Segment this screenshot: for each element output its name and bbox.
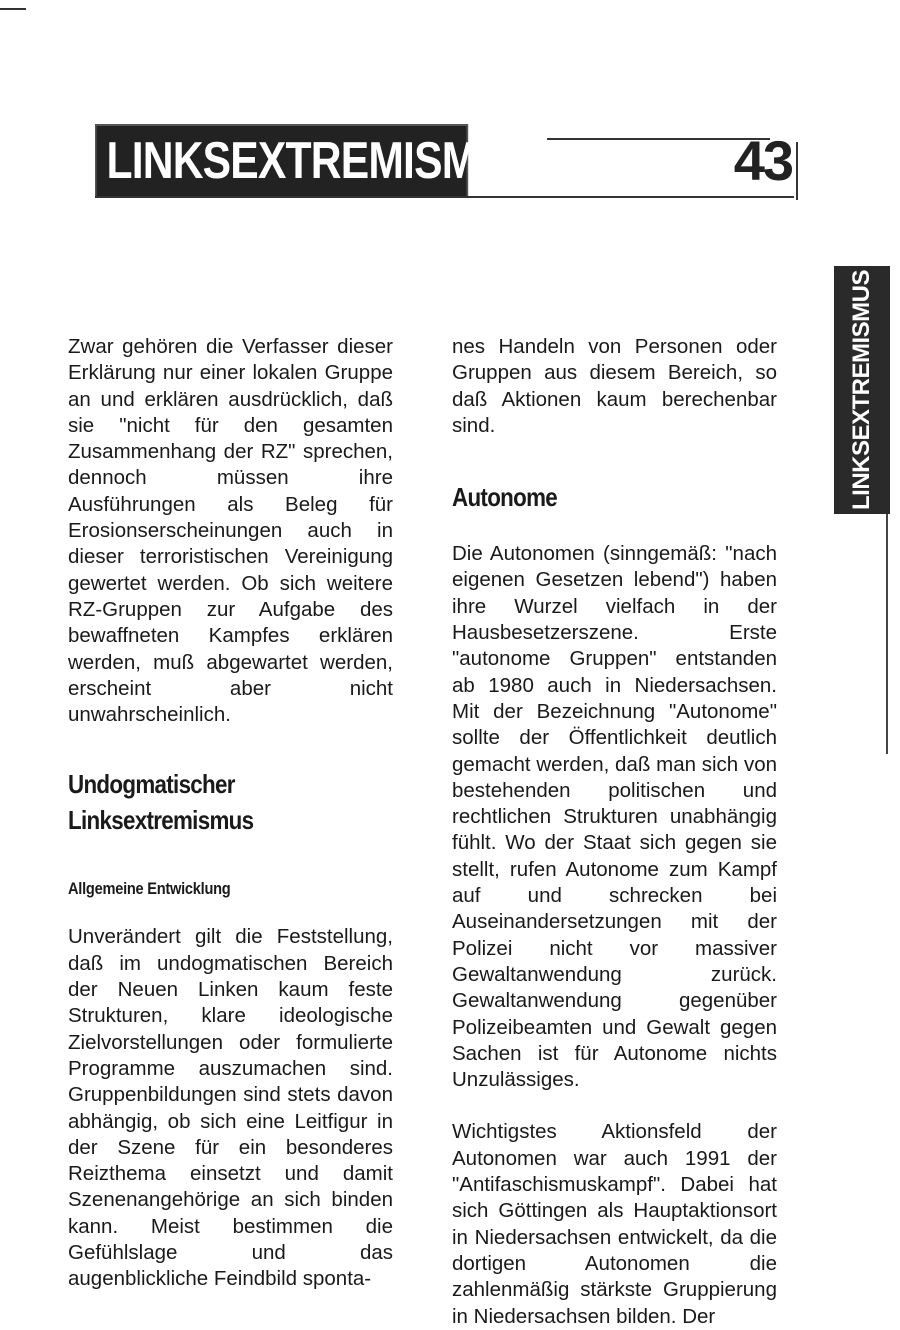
crop-mark [0, 8, 26, 10]
side-tab-label: LINKSEXTREMISMUS [848, 269, 875, 511]
side-section-tab [834, 266, 890, 514]
continuation-paragraph: nes Handeln von Personen oder Gruppen aus diesem Bereich, so daß Aktionen kaum berechenbar sind. [452, 335, 777, 437]
section-heading-autonome: Autonome [452, 482, 558, 513]
right-column [452, 334, 777, 1330]
section-heading-line-1: Undogmatischer [68, 769, 235, 800]
section-title: LINKSEXTREMISMUS [95, 124, 468, 198]
body-paragraph: Unverändert gilt die Feststellung, daß im undogmatischen Bereich der Neuen Linken kaum feste Strukturen, klare ideologische Zielvorstellungen oder formulierte Programme auszumachen sind. Gruppenbildungen sind stets davon abhängig, ob sich eine Leitfigur in der Szene für ein besonderes Reizthema einsetzt und damit Szenenangehörige an sich binden kann. Meist bestimmen die Gefühlslage und das augenblickliche Feindbild sponta- [68, 925, 393, 1291]
intro-paragraph: Zwar gehören die Verfasser dieser Erklärung nur einer lokalen Gruppe an und erklären ausdrücklich, daß sie "nicht für den gesamten Zusammenhang der RZ" sprechen, dennoch müssen ihre Ausführungen als Beleg für Erosionserscheinungen auch in dieser terroristischen Vereinigung gewertet werden. Ob sich weitere RZ-Gruppen zur Aufgabe des bewaffneten Kampfes erklären werden, muß abgewartet werden, erscheint aber nicht unwahrscheinlich. [68, 335, 393, 727]
side-rule [886, 514, 888, 754]
section-heading-line-2: Linksextremismus [68, 805, 254, 836]
autonome-paragraph-1: Die Autonomen (sinngemäß: "nach eigenen Gesetzen lebend") haben ihre Wurzel vielfach in der Hausbesetzerszene. Erste "autonome Gruppen" entstanden ab 1980 auch in Niedersachsen. Mit der Bezeichnung "Autonome" sollte der Öffentlichkeit deutlich gemacht werden, daß man sich von bestehenden politischen und rechtlichen Strukturen unabhängig fühlt. Wo der Staat sich gegen sie stellt, rufen Autonome zum Kampf auf und schrecken bei Auseinandersetzungen mit der Polizei nicht vor massiver Gewaltanwendung zurück. Gewaltanwendung gegenüber Polizeibeamten und Gewalt gegen Sachen ist für Autonome nichts Unzulässiges. [452, 542, 777, 1092]
autonome-paragraph-2: Wichtigstes Aktionsfeld der Autonomen war auch 1991 der "Antifaschismuskampf". Dabei hat sich Göttingen als Hauptaktionsort in Niedersachsen entwickelt, da die dortigen Autonomen die zahlenmäßig stärkste Gruppierung in Niedersachsen bilden. Der [452, 1120, 777, 1328]
page-header [95, 124, 800, 200]
header-rule-bottom [95, 196, 794, 198]
subheading: Allgemeine Entwicklung [68, 879, 231, 899]
header-rule-right [796, 142, 798, 200]
page-number: 43 [733, 129, 792, 192]
left-column [68, 334, 393, 1293]
